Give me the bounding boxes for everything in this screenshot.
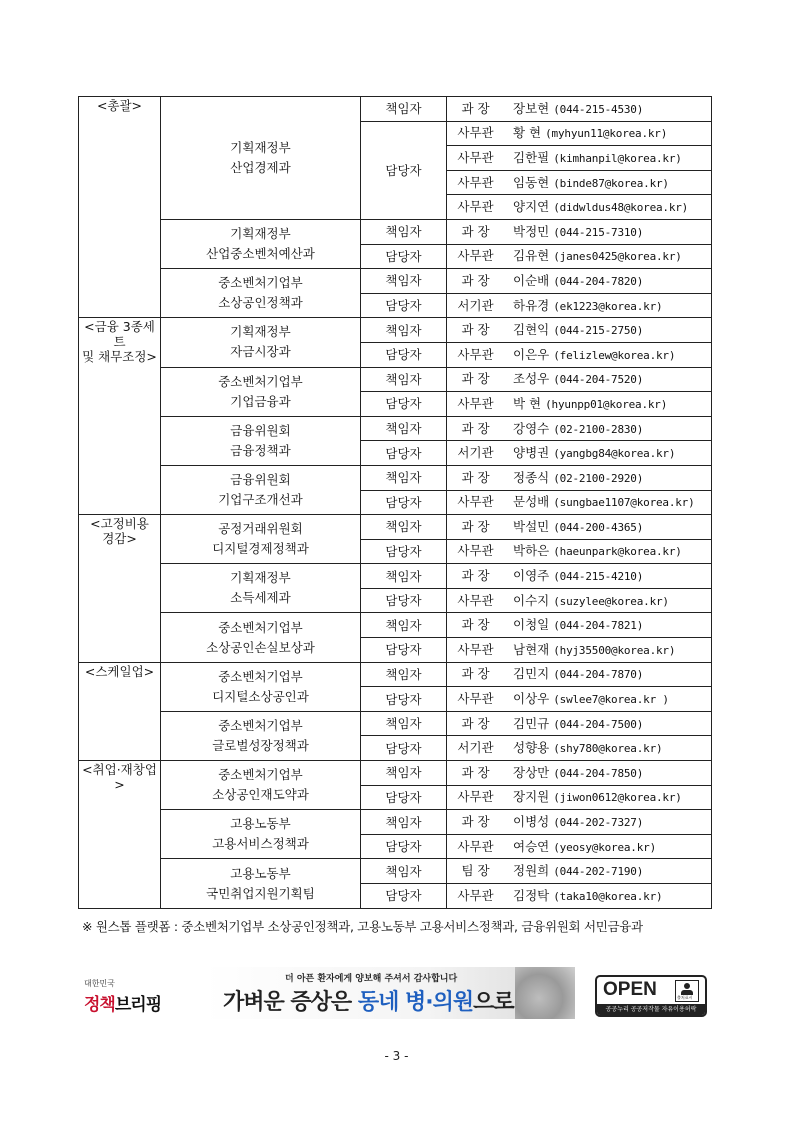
role-cell: 책임자	[361, 859, 447, 884]
position-title: 사무관	[457, 125, 494, 141]
department-cell	[161, 318, 361, 367]
position-title: 과 장	[461, 715, 490, 731]
contact-info: (yangbg84@korea.kr)	[553, 447, 676, 461]
role-cell: 담당자	[361, 342, 447, 367]
department-cell	[161, 416, 361, 465]
person-name: 남현재	[513, 641, 550, 657]
contact-cell	[447, 121, 712, 146]
category-line: <금융 3종세트	[84, 319, 155, 350]
department-line: 금융위원회	[230, 472, 291, 487]
person-name: 조성우	[513, 371, 550, 387]
contact-info: (044-204-7850)	[553, 766, 644, 780]
position-title: 과 장	[461, 223, 490, 239]
table-row	[79, 367, 712, 392]
person-name: 이영주	[513, 568, 550, 584]
department-line: 중소벤처기업부	[218, 717, 303, 733]
table-row	[79, 564, 712, 589]
person-name: 하유경	[513, 297, 550, 313]
position-title: 사무관	[457, 838, 494, 854]
person-name: 장상만	[513, 764, 550, 780]
person-name: 문성배	[513, 494, 550, 510]
contact-info: (044-204-7870)	[553, 668, 644, 682]
contact-cell	[447, 638, 712, 663]
person-name: 양지연	[513, 199, 550, 215]
logo-main-red: 정책	[84, 995, 115, 1015]
table-row	[79, 465, 712, 490]
position-title: 과 장	[461, 100, 490, 116]
table-row	[79, 318, 712, 343]
contact-info: (044-215-2750)	[553, 324, 644, 338]
table-body	[79, 97, 712, 909]
contact-cell	[447, 588, 712, 613]
person-name: 성향용	[513, 740, 550, 756]
position-title: 사무관	[457, 887, 494, 903]
role-cell: 책임자	[361, 662, 447, 687]
contact-info: (044-204-7820)	[553, 274, 644, 288]
department-line: 자금시장과	[230, 344, 291, 360]
role-cell: 담당자	[361, 687, 447, 712]
contact-cell	[447, 613, 712, 638]
department-line: 기획재정부	[230, 570, 291, 586]
department-line: 소득세제과	[230, 590, 291, 606]
role-cell: 담당자	[361, 588, 447, 613]
logo-main-black: 브리핑	[114, 995, 162, 1015]
person-name: 이은우	[513, 346, 550, 362]
person-name: 이병성	[513, 814, 550, 830]
department-cell	[161, 613, 361, 662]
contact-info: (044-204-7520)	[553, 373, 644, 387]
department-cell	[161, 810, 361, 859]
person-name: 정종식	[513, 469, 550, 485]
contact-cell	[447, 810, 712, 835]
person-name: 강영수	[513, 420, 550, 436]
person-name: 이수지	[513, 592, 550, 608]
role-cell: 담당자	[361, 638, 447, 663]
contact-info: (hyj35500@korea.kr)	[553, 643, 676, 657]
department-cell	[161, 367, 361, 416]
person-name: 임동현	[513, 174, 550, 190]
person-name: 장지원	[513, 789, 550, 805]
person-name: 이청일	[513, 617, 550, 633]
position-title: 팀 장	[461, 863, 490, 879]
contact-cell	[447, 97, 712, 122]
banner-headline-part3: 으로	[473, 990, 514, 1015]
role-cell: 책임자	[361, 367, 447, 392]
role-cell: 담당자	[361, 539, 447, 564]
position-title: 사무관	[457, 248, 494, 264]
contact-info: (myhyun11@korea.kr)	[545, 127, 668, 141]
contact-info: (044-215-4530)	[553, 102, 644, 116]
role-cell: 책임자	[361, 761, 447, 786]
contact-cell	[447, 761, 712, 786]
department-line: 산업중소벤처예산과	[206, 246, 315, 262]
position-title: 사무관	[457, 199, 494, 215]
category-line: 경감>	[102, 531, 137, 547]
table-row	[79, 810, 712, 835]
contact-info: (janes0425@korea.kr)	[553, 250, 682, 264]
contact-info: (hyunpp01@korea.kr)	[545, 397, 668, 411]
role-cell: 담당자	[361, 490, 447, 515]
department-line: 중소벤처기업부	[218, 767, 303, 783]
banner-headline-part2: 동네 병·의원	[357, 990, 474, 1015]
position-title: 사무관	[457, 691, 494, 707]
person-name: 김유현	[513, 248, 550, 264]
position-title: 과 장	[461, 371, 490, 387]
contact-info: (02-2100-2830)	[553, 422, 644, 436]
role-cell: 담당자	[361, 121, 447, 219]
contact-cell	[447, 195, 712, 220]
open-word: OPEN	[603, 979, 657, 1000]
contact-info: (044-200-4365)	[553, 520, 644, 534]
policy-briefing-logo	[84, 978, 174, 1018]
open-license-badge	[595, 975, 707, 1017]
department-cell	[161, 219, 361, 268]
contact-info: (044-202-7327)	[553, 816, 644, 830]
role-cell: 담당자	[361, 785, 447, 810]
role-cell: 책임자	[361, 564, 447, 589]
role-cell: 담당자	[361, 441, 447, 466]
department-line: 국민취업지원기획팀	[206, 885, 315, 901]
department-line: 기획재정부	[230, 226, 291, 242]
position-title: 사무관	[457, 789, 494, 805]
contact-cell	[447, 859, 712, 884]
contact-cell	[447, 219, 712, 244]
department-line: 공정거래위원회	[218, 521, 303, 537]
contact-cell	[447, 785, 712, 810]
department-line: 디지털경제정책과	[212, 541, 309, 557]
contact-cell	[447, 293, 712, 318]
contact-info: (didwldus48@korea.kr)	[553, 201, 689, 215]
contact-info: (kimhanpil@korea.kr)	[553, 151, 682, 165]
contact-table	[78, 96, 712, 909]
person-name: 이순배	[513, 272, 550, 288]
contact-info: (02-2100-2920)	[553, 471, 644, 485]
role-cell: 책임자	[361, 269, 447, 294]
department-cell	[161, 564, 361, 613]
attribution-label: 출처표시	[677, 995, 693, 1000]
position-title: 사무관	[457, 641, 494, 657]
table-row	[79, 416, 712, 441]
contact-cell	[447, 490, 712, 515]
contact-info: (felizlew@korea.kr)	[553, 348, 676, 362]
contact-cell	[447, 687, 712, 712]
table-row	[79, 219, 712, 244]
position-title: 사무관	[457, 174, 494, 190]
position-title: 과 장	[461, 518, 490, 534]
person-name: 이상우	[513, 691, 550, 707]
department-cell	[161, 515, 361, 564]
position-title: 과 장	[461, 469, 490, 485]
contact-info: (binde87@korea.kr)	[553, 176, 669, 190]
logo-main-text	[84, 990, 174, 1015]
position-title: 과 장	[461, 814, 490, 830]
department-line: 기획재정부	[230, 324, 291, 340]
category-line: <스케일업>	[84, 663, 155, 679]
logo-small-text: 대한민국	[84, 979, 115, 988]
role-cell: 책임자	[361, 810, 447, 835]
contact-info: (044-204-7500)	[553, 717, 644, 731]
department-cell	[161, 269, 361, 318]
position-title: 과 장	[461, 420, 490, 436]
footnote: ※ 원스톱 플랫폼 : 중소벤처기업부 소상공인정책과, 고용노동부 고용서비스정책과, 금융위원회 서민금융과	[82, 919, 643, 934]
role-cell: 책임자	[361, 613, 447, 638]
department-cell	[161, 859, 361, 908]
contact-cell	[447, 564, 712, 589]
contact-info: (yeosy@korea.kr)	[553, 840, 656, 854]
open-license-caption: 공공누리 공공저작물 자유이용허락	[597, 1004, 705, 1015]
position-title: 과 장	[461, 568, 490, 584]
contact-cell	[447, 441, 712, 466]
role-cell: 담당자	[361, 293, 447, 318]
role-cell: 담당자	[361, 834, 447, 859]
contact-info: (swlee7@korea.kr )	[553, 693, 669, 707]
person-name: 박 현	[513, 395, 542, 411]
contact-cell	[447, 465, 712, 490]
person-name: 박하은	[513, 543, 550, 559]
role-cell: 책임자	[361, 318, 447, 343]
contact-cell	[447, 367, 712, 392]
person-name: 김민규	[513, 715, 550, 731]
person-name: 김민지	[513, 666, 550, 682]
contact-info: (044-215-7310)	[553, 225, 644, 239]
role-cell: 담당자	[361, 244, 447, 269]
person-name: 황 현	[513, 125, 542, 141]
contact-cell	[447, 342, 712, 367]
department-line: 고용노동부	[230, 816, 291, 832]
department-line: 디지털소상공인과	[212, 688, 309, 704]
table-row	[79, 97, 712, 122]
department-line: 고용서비스정책과	[212, 836, 309, 852]
category-cell	[79, 761, 161, 909]
contact-cell	[447, 146, 712, 171]
contact-info: (sungbae1107@korea.kr)	[553, 496, 695, 510]
category-line: 및 채무조정>	[82, 349, 157, 365]
department-cell	[161, 465, 361, 514]
role-cell: 책임자	[361, 711, 447, 736]
contact-cell	[447, 269, 712, 294]
position-title: 과 장	[461, 666, 490, 682]
table-row	[79, 613, 712, 638]
department-line: 소상공인정책과	[218, 295, 303, 311]
contact-cell	[447, 662, 712, 687]
banner-headline-part1: 가벼운 증상은	[223, 990, 358, 1015]
department-cell	[161, 662, 361, 711]
role-cell: 담당자	[361, 392, 447, 417]
department-line: 금융정책과	[230, 442, 291, 458]
contact-cell	[447, 416, 712, 441]
role-cell: 담당자	[361, 736, 447, 761]
person-name: 양병권	[513, 445, 550, 461]
table-row	[79, 515, 712, 540]
contact-info: (shy780@korea.kr)	[553, 742, 663, 756]
category-line: <고정비용	[90, 516, 149, 532]
position-title: 사무관	[457, 543, 494, 559]
department-line: 중소벤처기업부	[218, 619, 303, 635]
position-title: 사무관	[457, 494, 494, 510]
position-title: 사무관	[457, 149, 494, 165]
contact-info: (haeunpark@korea.kr)	[553, 545, 682, 559]
role-cell: 책임자	[361, 416, 447, 441]
role-cell: 책임자	[361, 515, 447, 540]
position-title: 과 장	[461, 322, 490, 338]
department-line: 중소벤처기업부	[218, 275, 303, 291]
role-cell: 책임자	[361, 465, 447, 490]
department-line: 고용노동부	[230, 865, 291, 881]
position-title: 서기관	[457, 297, 494, 313]
attribution-icon	[675, 980, 699, 1002]
campaign-banner	[205, 967, 575, 1019]
person-name: 김정탁	[513, 887, 550, 903]
department-line: 기업금융과	[230, 393, 291, 409]
role-cell: 담당자	[361, 884, 447, 909]
contact-cell	[447, 736, 712, 761]
contact-cell	[447, 711, 712, 736]
department-line: 중소벤처기업부	[218, 668, 303, 684]
category-line: <총괄>	[96, 98, 143, 113]
category-cell	[79, 515, 161, 663]
contact-info: (044-202-7190)	[553, 865, 644, 879]
person-name: 장보현	[513, 100, 550, 116]
banner-subtitle: 더 아픈 환자에게 양보해 주셔서 감사합니다	[285, 974, 458, 984]
department-line: 중소벤처기업부	[218, 373, 303, 389]
department-line: 산업경제과	[230, 159, 291, 175]
department-line: 금융위원회	[230, 422, 291, 438]
contact-info: (suzylee@korea.kr)	[553, 594, 669, 608]
person-name: 정원희	[513, 863, 550, 879]
contact-info: (ek1223@korea.kr)	[553, 299, 663, 313]
table-row	[79, 859, 712, 884]
position-title: 과 장	[461, 764, 490, 780]
banner-headline	[223, 985, 514, 1016]
person-name: 김현익	[513, 322, 550, 338]
department-line: 소상공인재도약과	[212, 787, 309, 803]
contact-cell	[447, 170, 712, 195]
contact-cell	[447, 539, 712, 564]
table-row	[79, 662, 712, 687]
position-title: 과 장	[461, 272, 490, 288]
department-line: 기업구조개선과	[218, 492, 303, 507]
contact-cell	[447, 884, 712, 909]
table-row	[79, 711, 712, 736]
person-name: 여승연	[513, 838, 550, 854]
position-title: 서기관	[457, 740, 494, 756]
role-cell: 책임자	[361, 219, 447, 244]
category-cell	[79, 97, 161, 318]
department-cell	[161, 97, 361, 220]
page-number: - 3 -	[384, 1049, 409, 1063]
position-title: 사무관	[457, 395, 494, 411]
department-line: 기획재정부	[230, 139, 291, 155]
contact-info: (jiwon0612@korea.kr)	[553, 791, 682, 805]
position-title: 과 장	[461, 617, 490, 633]
contact-info: (taka10@korea.kr)	[553, 889, 663, 903]
department-cell	[161, 711, 361, 760]
table-row	[79, 269, 712, 294]
contact-cell	[447, 318, 712, 343]
department-cell	[161, 761, 361, 810]
person-name: 김한필	[513, 149, 550, 165]
contact-info: (044-215-4210)	[553, 570, 644, 584]
person-name: 박설민	[513, 518, 550, 534]
position-title: 사무관	[457, 592, 494, 608]
person-name: 박정민	[513, 223, 550, 239]
contact-cell	[447, 392, 712, 417]
department-line: 글로벌성장정책과	[212, 737, 309, 753]
contact-cell	[447, 515, 712, 540]
role-cell: 책임자	[361, 97, 447, 122]
category-line: <취업·재창업>	[82, 762, 157, 793]
department-line: 소상공인손실보상과	[206, 639, 315, 655]
contact-cell	[447, 834, 712, 859]
category-cell	[79, 662, 161, 760]
category-cell	[79, 318, 161, 515]
position-title: 서기관	[457, 445, 494, 461]
contact-info: (044-204-7821)	[553, 619, 644, 633]
contact-cell	[447, 244, 712, 269]
position-title: 사무관	[457, 346, 494, 362]
table-row	[79, 761, 712, 786]
banner-photo	[515, 967, 575, 1019]
